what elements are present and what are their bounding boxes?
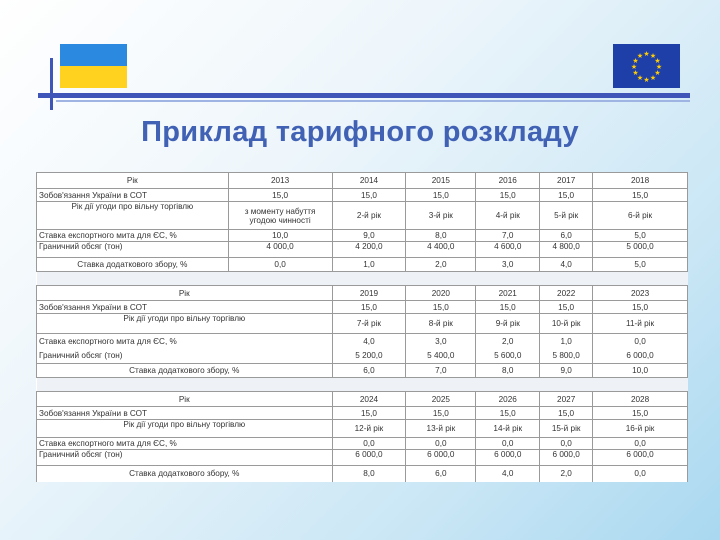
rate-value: 1,0	[560, 336, 572, 346]
table-header-row	[37, 286, 688, 301]
rate-label: Ставка експортного мита для ЄС, %	[39, 336, 177, 346]
table-cell: 4 800,0	[540, 242, 593, 258]
page-title: Приклад тарифного розкладу	[141, 116, 579, 148]
table-cell: 6,0	[332, 364, 406, 378]
table-cell: 8-й рік	[406, 314, 476, 334]
table-cell: 15,0	[540, 189, 593, 202]
table-cell: 2026	[476, 392, 540, 407]
table-cell: 2022	[540, 286, 593, 301]
table-cell: 16-й рік	[593, 420, 688, 438]
table-cell: 3-й рік	[406, 202, 476, 230]
table-cell: 15,0	[476, 189, 540, 202]
table-cell: 9-й рік	[476, 314, 540, 334]
table-cell: 15-й рік	[540, 420, 593, 438]
table-row	[37, 407, 688, 420]
table-cell: 2013	[228, 173, 332, 189]
row-label: Зобов'язання України в СОТ	[37, 301, 333, 314]
svg-text:★: ★	[636, 74, 644, 82]
table-cell: 1,0	[332, 258, 406, 272]
table-cell: 2014	[332, 173, 406, 189]
table-row	[37, 438, 688, 450]
table-cell: 7,0	[476, 230, 540, 242]
row-label: Зобов'язання України в СОТ	[37, 189, 229, 202]
table-cell: 15,0	[406, 301, 476, 314]
decor-vertical-line	[50, 58, 53, 110]
table-cell: 2025	[406, 392, 476, 407]
svg-text:★: ★	[655, 63, 663, 71]
table-cell: 15,0	[540, 407, 593, 420]
table-cell: 11-й рік	[593, 314, 688, 334]
table-cell: 12-й рік	[332, 420, 406, 438]
table-cell: 2,0	[540, 466, 593, 482]
rate-value: 0,0	[634, 336, 646, 346]
row-label: Рік дії угоди про вільну торгівлю	[37, 202, 229, 230]
table-cell: 2023	[593, 286, 688, 301]
table-cell: 15,0	[332, 407, 406, 420]
table-row	[37, 450, 688, 466]
table-row	[37, 466, 688, 482]
decor-horizontal-line-light	[56, 100, 690, 102]
table-cell: 6 000,0	[406, 450, 476, 466]
table-cell: 15,0	[476, 407, 540, 420]
table-cell: з моменту набуття угодою чинності	[228, 202, 332, 230]
table-cell: 6 000,0	[593, 450, 688, 466]
table-cell: 4,0	[540, 258, 593, 272]
table-cell: 0,0	[593, 438, 688, 450]
table-cell: 0,0	[406, 438, 476, 450]
table-cell	[332, 334, 406, 364]
table-cell: 4 200,0	[332, 242, 406, 258]
table-cell: 0,0	[476, 438, 540, 450]
quota-value: 5 200,0	[355, 350, 383, 360]
table-cell: 9,0	[540, 364, 593, 378]
table-cell: 2027	[540, 392, 593, 407]
quota-value: 6 000,0	[626, 350, 654, 360]
svg-text:★: ★	[632, 69, 639, 77]
table-cell: 2,0	[406, 258, 476, 272]
row-label	[37, 334, 333, 364]
table-cell: 15,0	[593, 189, 688, 202]
table-cell: 0,0	[332, 438, 406, 450]
row-label: Граничний обсяг (тон)	[37, 450, 333, 466]
svg-text:★: ★	[654, 69, 661, 77]
table-cell: 5,0	[593, 258, 688, 272]
table-cell: 9,0	[332, 230, 406, 242]
quota-value: 5 800,0	[552, 350, 580, 360]
table-cell: 0,0	[228, 258, 332, 272]
table-cell	[593, 334, 688, 364]
table-cell: 2028	[593, 392, 688, 407]
table-cell: 8,0	[406, 230, 476, 242]
table-cell: 15,0	[332, 301, 406, 314]
table-cell: 2019	[332, 286, 406, 301]
table-cell: 10,0	[593, 364, 688, 378]
table-cell: 6 000,0	[476, 450, 540, 466]
eu-stars-icon	[613, 44, 680, 88]
table-cell: 2017	[540, 173, 593, 189]
svg-text:★: ★	[643, 50, 650, 58]
table-cell: 2-й рік	[332, 202, 406, 230]
table-cell	[476, 334, 540, 364]
svg-text:★: ★	[630, 63, 638, 71]
table-cell: 15,0	[332, 189, 406, 202]
table-cell: 2016	[476, 173, 540, 189]
table-cell: 6,0	[406, 466, 476, 482]
table-cell: 10-й рік	[540, 314, 593, 334]
svg-text:★: ★	[643, 76, 650, 84]
table-cell: 4 400,0	[406, 242, 476, 258]
table-row	[37, 242, 688, 258]
table-cell: 4,0	[476, 466, 540, 482]
table-row	[37, 334, 688, 364]
eu-flag	[613, 44, 680, 88]
table-row	[37, 301, 688, 314]
table-row	[37, 258, 688, 272]
row-label: Ставка експортного мита для ЄС, %	[37, 438, 333, 450]
table-cell: 15,0	[593, 301, 688, 314]
quota-value: 5 400,0	[427, 350, 455, 360]
spacer-cell	[37, 272, 688, 286]
table-cell: 7-й рік	[332, 314, 406, 334]
tariff-schedule-table	[36, 172, 688, 482]
svg-text:★: ★	[649, 74, 657, 82]
table-cell: Рік	[37, 286, 333, 301]
row-label: Рік дії угоди про вільну торгівлю	[37, 314, 333, 334]
table-cell: 6 000,0	[540, 450, 593, 466]
table-cell: 4-й рік	[476, 202, 540, 230]
quota-label: Граничний обсяг (тон)	[39, 350, 123, 360]
svg-text:★: ★	[632, 57, 639, 65]
spacer-cell	[37, 378, 688, 392]
rate-value: 3,0	[435, 336, 447, 346]
table-header-row	[37, 392, 688, 407]
table-cell: 8,0	[332, 466, 406, 482]
table-cell: 13-й рік	[406, 420, 476, 438]
decor-horizontal-line	[38, 93, 690, 98]
table-row	[37, 420, 688, 438]
table-cell: 14-й рік	[476, 420, 540, 438]
table-row	[37, 230, 688, 242]
ukraine-flag-yellow-stripe	[60, 66, 127, 88]
table-spacer-row	[37, 378, 688, 392]
table-cell	[406, 334, 476, 364]
table-spacer-row	[37, 272, 688, 286]
table-cell: 3,0	[476, 258, 540, 272]
table-row	[37, 364, 688, 378]
table-cell: 2018	[593, 173, 688, 189]
row-label: Зобов'язання України в СОТ	[37, 407, 333, 420]
rate-value: 4,0	[363, 336, 375, 346]
rate-value: 2,0	[502, 336, 514, 346]
table-cell: 6 000,0	[332, 450, 406, 466]
table-cell: 7,0	[406, 364, 476, 378]
table-cell: Рік	[37, 173, 229, 189]
table-cell: 8,0	[476, 364, 540, 378]
svg-text:★: ★	[654, 57, 661, 65]
row-label: Ставка додаткового збору, %	[37, 258, 229, 272]
table-cell: 2015	[406, 173, 476, 189]
table-cell: 15,0	[593, 407, 688, 420]
table-cell: 2021	[476, 286, 540, 301]
table-cell	[540, 334, 593, 364]
table-cell: 5-й рік	[540, 202, 593, 230]
table-cell: 6-й рік	[593, 202, 688, 230]
row-label: Рік дії угоди про вільну торгівлю	[37, 420, 333, 438]
table-cell: 4 600,0	[476, 242, 540, 258]
row-label: Граничний обсяг (тон)	[37, 242, 229, 258]
quota-value: 5 600,0	[494, 350, 522, 360]
row-label: Ставка експортного мита для ЄС, %	[37, 230, 229, 242]
svg-text:★: ★	[636, 52, 644, 60]
table-cell: 0,0	[540, 438, 593, 450]
table-cell: 5,0	[593, 230, 688, 242]
table-cell: 0,0	[593, 466, 688, 482]
table-cell: 15,0	[476, 301, 540, 314]
row-label: Ставка додаткового збору, %	[37, 364, 333, 378]
row-label: Ставка додаткового збору, %	[37, 466, 333, 482]
table-cell: 6,0	[540, 230, 593, 242]
table-row	[37, 202, 688, 230]
table-cell: 2020	[406, 286, 476, 301]
table-cell: 2024	[332, 392, 406, 407]
table-row	[37, 314, 688, 334]
ukraine-flag	[60, 44, 127, 88]
table-row	[37, 189, 688, 202]
table-cell: 15,0	[406, 407, 476, 420]
table-cell: 15,0	[228, 189, 332, 202]
table-cell: 5 000,0	[593, 242, 688, 258]
table-cell: 15,0	[406, 189, 476, 202]
table-header-row	[37, 173, 688, 189]
table-cell: Рік	[37, 392, 333, 407]
svg-text:★: ★	[649, 52, 657, 60]
table-cell: 4 000,0	[228, 242, 332, 258]
table-cell: 10,0	[228, 230, 332, 242]
ukraine-flag-blue-stripe	[60, 44, 127, 66]
table-cell: 15,0	[540, 301, 593, 314]
